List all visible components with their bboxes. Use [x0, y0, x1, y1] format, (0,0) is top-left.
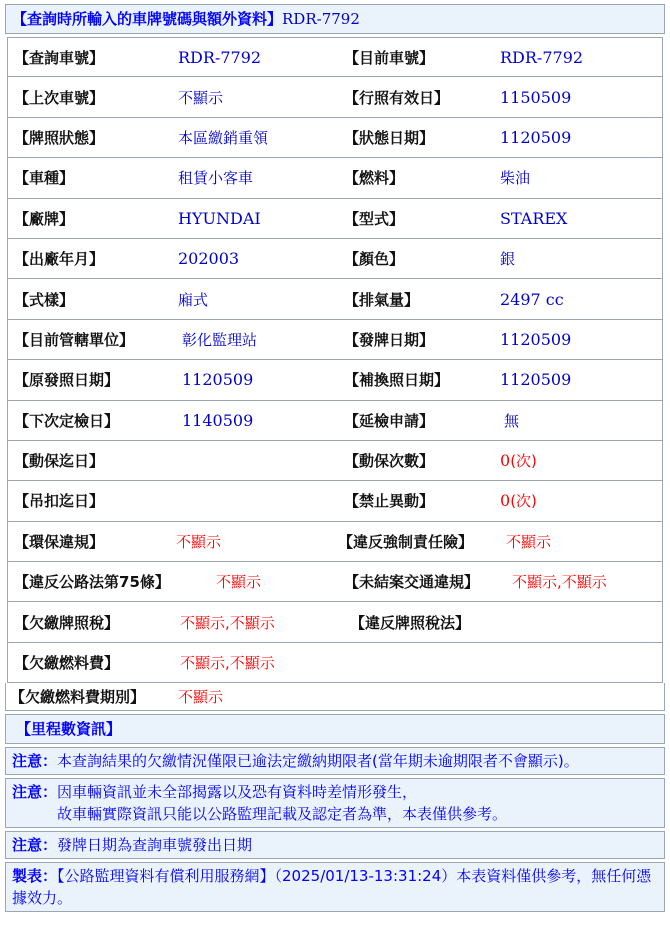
note-generated-by	[5, 862, 665, 912]
label-manufacture-date: 【出廠年月】	[14, 250, 105, 269]
note-disclaimer	[5, 778, 665, 828]
table-row	[7, 320, 663, 360]
count-number: 0	[500, 491, 511, 511]
value-previous-plate: 不顯示	[178, 88, 224, 107]
value-highway-act-violation: 不顯示	[216, 573, 262, 592]
value-fuel: 柴油	[500, 169, 531, 188]
label-jurisdiction: 【目前管轄單位】	[14, 330, 135, 349]
label-transfer-prohibited: 【禁止異動】	[344, 492, 435, 511]
value-replacement-license-date: 1120509	[500, 370, 572, 390]
table-row	[7, 643, 663, 683]
value-body-style: 廂式	[178, 290, 209, 309]
label-unpaid-license-tax: 【欠繳牌照稅】	[14, 613, 120, 632]
note-lead: 注意：	[12, 752, 58, 771]
note-text-line2: 故車輛實際資訊只能以公路監理記載及認定者為準，本表僅供參考。	[57, 805, 508, 824]
value-displacement: 2497 cc	[500, 289, 564, 309]
table-row	[7, 562, 663, 602]
value-query-plate: RDR-7792	[178, 47, 262, 67]
value-color: 銀	[500, 250, 516, 269]
value-unpaid-fuel-fee: 不顯示,不顯示	[180, 654, 275, 673]
label-fuel-fee-period: 【欠繳燃料費期別】	[10, 688, 146, 707]
table-row	[7, 158, 663, 198]
value-plate-status: 本區繳銷重領	[178, 128, 269, 147]
value-inspection-extension: 無	[504, 411, 520, 430]
value-environmental-violation: 不顯示	[176, 532, 222, 551]
label-next-inspection: 【下次定檢日】	[14, 411, 120, 430]
mileage-info-header: 【里程數資訊】	[5, 714, 665, 744]
label-license-tax-violation: 【違反牌照稅法】	[350, 613, 471, 632]
value-license-valid-date: 1150509	[500, 87, 572, 107]
table-row	[7, 602, 663, 642]
label-inspection-extension: 【延檢申請】	[344, 411, 435, 430]
report-header	[5, 4, 665, 34]
value-transfer-prohibited	[500, 481, 537, 520]
label-highway-act-violation: 【違反公路法第75條】	[14, 573, 170, 592]
label-issue-date: 【發牌日期】	[344, 330, 435, 349]
value-fuel-fee-period: 不顯示	[178, 688, 224, 707]
label-license-valid-date: 【行照有效日】	[344, 88, 450, 107]
count-unit: (次)	[510, 492, 537, 511]
table-row	[7, 401, 663, 441]
table-row	[7, 360, 663, 400]
label-vehicle-type: 【車種】	[14, 169, 75, 188]
table-row	[7, 239, 663, 279]
label-body-style: 【式樣】	[14, 290, 75, 309]
value-model: STAREX	[500, 208, 568, 228]
label-chattel-mortgage-count: 【動保次數】	[344, 452, 435, 471]
label-query-plate: 【查詢車號】	[14, 48, 105, 67]
value-manufacture-date: 202003	[178, 249, 240, 269]
label-color: 【顏色】	[344, 250, 405, 269]
header-title: 【查詢時所輸入的車牌號碼與額外資料】	[12, 10, 283, 28]
note-issue-date	[5, 831, 665, 859]
note-text: 【公路監理資料有償利用服務網】（2025/01/13-13:31:24）本表資料僅供參考，無任何憑據效力。	[12, 867, 652, 908]
table-row	[7, 118, 663, 158]
value-issue-date: 1120509	[500, 329, 572, 349]
value-unsettled-violations: 不顯示,不顯示	[512, 573, 607, 592]
label-insurance-violation: 【違反強制責任險】	[338, 532, 474, 551]
table-row	[7, 37, 663, 77]
table-row	[7, 199, 663, 239]
value-current-plate: RDR-7792	[500, 47, 584, 67]
label-environmental-violation: 【環保違規】	[14, 532, 105, 551]
table-row	[7, 481, 663, 521]
value-next-inspection: 1140509	[182, 410, 254, 430]
value-unpaid-license-tax: 不顯示,不顯示	[180, 613, 275, 632]
note-lead: 製表：	[12, 867, 58, 886]
label-brand: 【廠牌】	[14, 209, 75, 228]
label-plate-status: 【牌照狀態】	[14, 128, 105, 147]
label-previous-plate: 【上次車號】	[14, 88, 105, 107]
label-suspension-end: 【吊扣迄日】	[14, 492, 105, 511]
note-lead: 注意：	[12, 836, 58, 855]
value-chattel-mortgage-count	[500, 441, 537, 480]
value-original-license-date: 1120509	[182, 370, 254, 390]
value-jurisdiction: 彰化監理站	[182, 330, 258, 349]
table-row	[7, 441, 663, 481]
header-plate: RDR-7792	[282, 10, 360, 28]
label-chattel-mortgage-end: 【動保迄日】	[14, 452, 105, 471]
value-vehicle-type: 租賃小客車	[178, 169, 254, 188]
value-status-date: 1120509	[500, 127, 572, 147]
label-unpaid-fuel-fee: 【欠繳燃料費】	[14, 654, 120, 673]
note-lead: 注意：	[12, 783, 58, 802]
label-status-date: 【狀態日期】	[344, 128, 435, 147]
note-text: 發牌日期為查詢車號發出日期	[57, 836, 253, 855]
count-unit: (次)	[510, 452, 537, 471]
value-brand: HYUNDAI	[178, 208, 261, 228]
table-row	[7, 77, 663, 117]
label-current-plate: 【目前車號】	[344, 48, 435, 67]
note-text: 本查詢結果的欠繳情況僅限已逾法定繳納期限者(當年期未逾期限者不會顯示)。	[57, 752, 579, 771]
table-row	[7, 522, 663, 562]
vehicle-info-table	[5, 37, 665, 711]
label-displacement: 【排氣量】	[344, 290, 420, 309]
note-text-line1: 因車輛資訊並未全部揭露以及恐有資料時差情形發生，	[57, 783, 418, 802]
label-unsettled-violations: 【未結案交通違規】	[344, 573, 480, 592]
count-number: 0	[500, 451, 511, 471]
label-fuel: 【燃料】	[344, 169, 405, 188]
value-insurance-violation: 不顯示	[506, 532, 552, 551]
label-replacement-license-date: 【補換照日期】	[344, 371, 450, 390]
table-row	[7, 279, 663, 319]
label-model: 【型式】	[344, 209, 405, 228]
table-row	[5, 683, 665, 711]
label-original-license-date: 【原發照日期】	[14, 371, 120, 390]
note-unpaid-scope	[5, 747, 665, 775]
report	[5, 4, 665, 912]
